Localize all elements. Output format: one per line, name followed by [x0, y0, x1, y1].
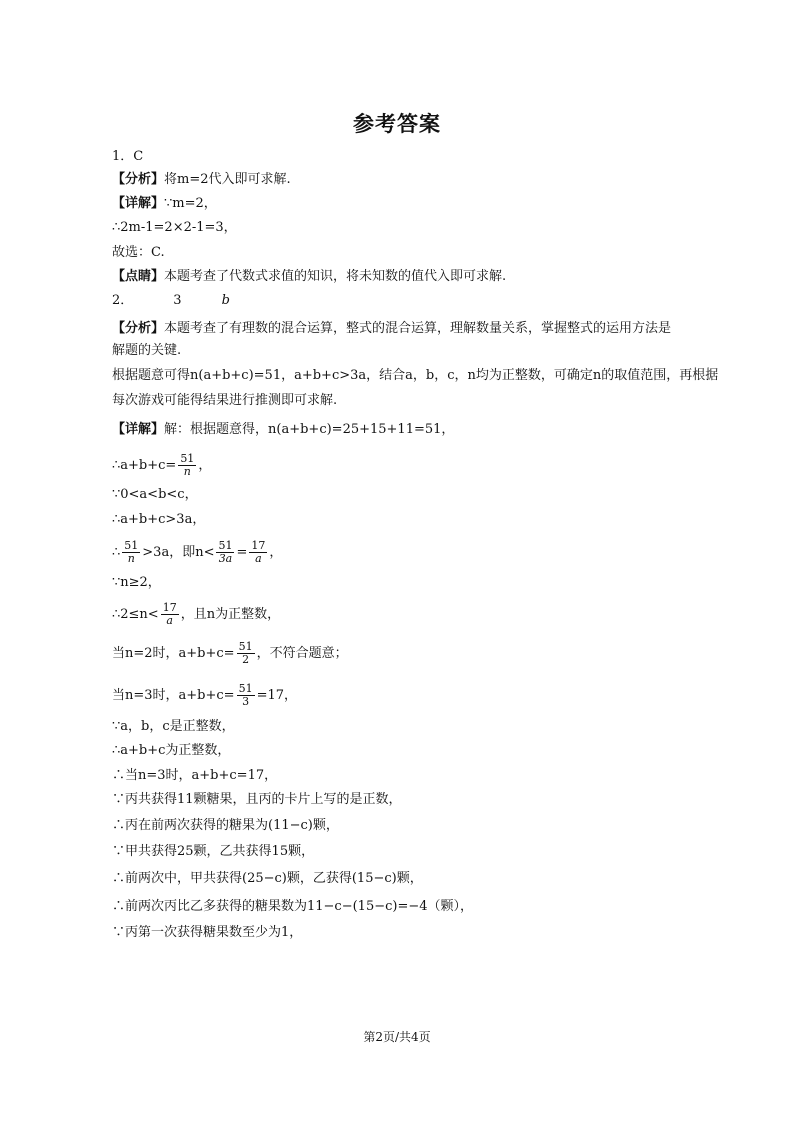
q2-step-6-pre: ∴2≤n<	[112, 607, 159, 622]
q2-step-17: ∵丙第一次获得糖果数至少为1，	[112, 925, 303, 940]
fraction-denominator: a	[166, 614, 173, 627]
fraction-denominator: 2	[242, 653, 250, 666]
fraction-denominator: a	[255, 552, 262, 565]
fraction-51-over-2	[237, 641, 255, 666]
fraction-51-over-3a	[216, 540, 234, 565]
q1-label: 1．C	[112, 149, 144, 164]
q2-analysis-tag: 【分析】	[112, 321, 165, 336]
q2-step-7-pre: 当n=2时，a+b+c=	[112, 646, 235, 661]
fraction-denominator: n	[127, 552, 135, 565]
q2-detail	[112, 422, 454, 438]
q2-step-6	[112, 602, 280, 627]
q2-step-1-pre: ∴a+b+c=	[112, 458, 177, 473]
q1-detail-text: ∵m=2，	[164, 196, 217, 211]
fraction-numerator: 51	[238, 640, 253, 653]
q2-step-2: ∵0<a<b<c，	[112, 487, 198, 502]
q2-step-1	[112, 453, 211, 478]
q1-detail	[112, 196, 217, 212]
q1-choice: 故选：C.	[112, 245, 165, 260]
q2-step-11: ∴当n=3时，a+b+c=17，	[112, 768, 278, 783]
q1-detail-tag: 【详解】	[112, 196, 165, 211]
q2-step-10: ∴a+b+c为正整数，	[112, 743, 231, 758]
q2-detail-text: 解：根据题意得，n(a+b+c)=25+15+11=51，	[164, 422, 455, 437]
q2-step-7-post: ，不符合题意；	[256, 646, 348, 661]
q1-analysis-tag: 【分析】	[112, 172, 165, 187]
q2-intro-a: 根据题意可得n(a+b+c)=51，a+b+c>3a，结合a，b，c，n均为正整数，可确定n的取值范围，再根据	[112, 368, 719, 383]
q2-step-16: ∴前两次丙比乙多获得的糖果数为11−c−(15−c)=−4（颗），	[112, 899, 474, 914]
q2-step-4-post: ，	[269, 545, 283, 560]
q2-step-14: ∵甲共获得25颗，乙共获得15颗，	[112, 844, 315, 859]
q2-step-4-mid: >3a，即n<	[142, 545, 215, 560]
q2-label-line	[112, 293, 230, 309]
fraction-denominator: 3	[242, 695, 250, 708]
q2-analysis	[112, 318, 684, 362]
q2-step-8	[112, 683, 297, 708]
q2-intro-b: 每次游戏可能得结果进行推测即可求解.	[112, 393, 338, 408]
q2-detail-tag: 【详解】	[112, 422, 165, 437]
fraction-numerator: 51	[218, 539, 233, 552]
q2-step-7	[112, 641, 348, 666]
fraction-17-over-a	[161, 602, 179, 627]
q2-step-4-pre: ∴	[112, 545, 121, 560]
q2-step-3: ∴a+b+c>3a，	[112, 512, 206, 527]
q1-comment	[112, 269, 506, 285]
fraction-numerator: 17	[251, 539, 266, 552]
q1-comment-tag: 【点睛】	[112, 269, 165, 284]
q1-calc: ∴2m-1=2×2-1=3，	[112, 220, 237, 235]
fraction-denominator: n	[183, 465, 191, 478]
fraction-denominator: 3a	[218, 552, 233, 565]
fraction-17-over-a	[249, 540, 267, 565]
q2-step-6-post: ，且n为正整数，	[180, 607, 281, 622]
q2-analysis-text: 本题考查了有理数的混合运算，整式的混合运算，理解数量关系，掌握整式的运用方法是解题的关键.	[112, 321, 672, 358]
q2-label: 2．	[112, 293, 134, 308]
q2-step-8-post: =17，	[256, 688, 298, 703]
fraction-numerator: 51	[238, 682, 253, 695]
q2-step-15: ∴前两次中，甲共获得(25−c)颗，乙获得(15−c)颗，	[112, 871, 423, 886]
q2-step-5: ∵n≥2，	[112, 575, 161, 590]
fraction-51-over-n	[178, 453, 196, 478]
page-title: 参考答案	[353, 112, 441, 136]
q2-step-9: ∵a，b，c是正整数，	[112, 719, 235, 734]
q1-analysis	[112, 172, 291, 188]
q1-comment-text: 本题考查了代数式求值的知识，将未知数的值代入即可求解.	[164, 269, 507, 284]
q2-step-4	[112, 540, 282, 565]
page-footer: 第2页/共4页	[363, 1030, 431, 1044]
fraction-numerator: 51	[124, 539, 139, 552]
q2-step-12: ∵丙共获得11颗糖果，且丙的卡片上写的是正数，	[112, 792, 402, 807]
q2-step-1-post: ，	[198, 458, 212, 473]
fraction-numerator: 51	[180, 452, 195, 465]
q2-step-8-pre: 当n=3时，a+b+c=	[112, 688, 235, 703]
q2-step-13: ∴丙在前两次获得的糖果为(11−c)颗，	[112, 818, 339, 833]
q2-answer-2: b	[221, 293, 230, 308]
equals-sign: =	[236, 545, 248, 560]
q1-analysis-text: 将m=2代入即可求解.	[164, 172, 291, 187]
fraction-51-over-n	[122, 540, 140, 565]
q2-answer-1: 3	[173, 293, 182, 308]
fraction-51-over-3	[237, 683, 255, 708]
fraction-numerator: 17	[162, 601, 177, 614]
